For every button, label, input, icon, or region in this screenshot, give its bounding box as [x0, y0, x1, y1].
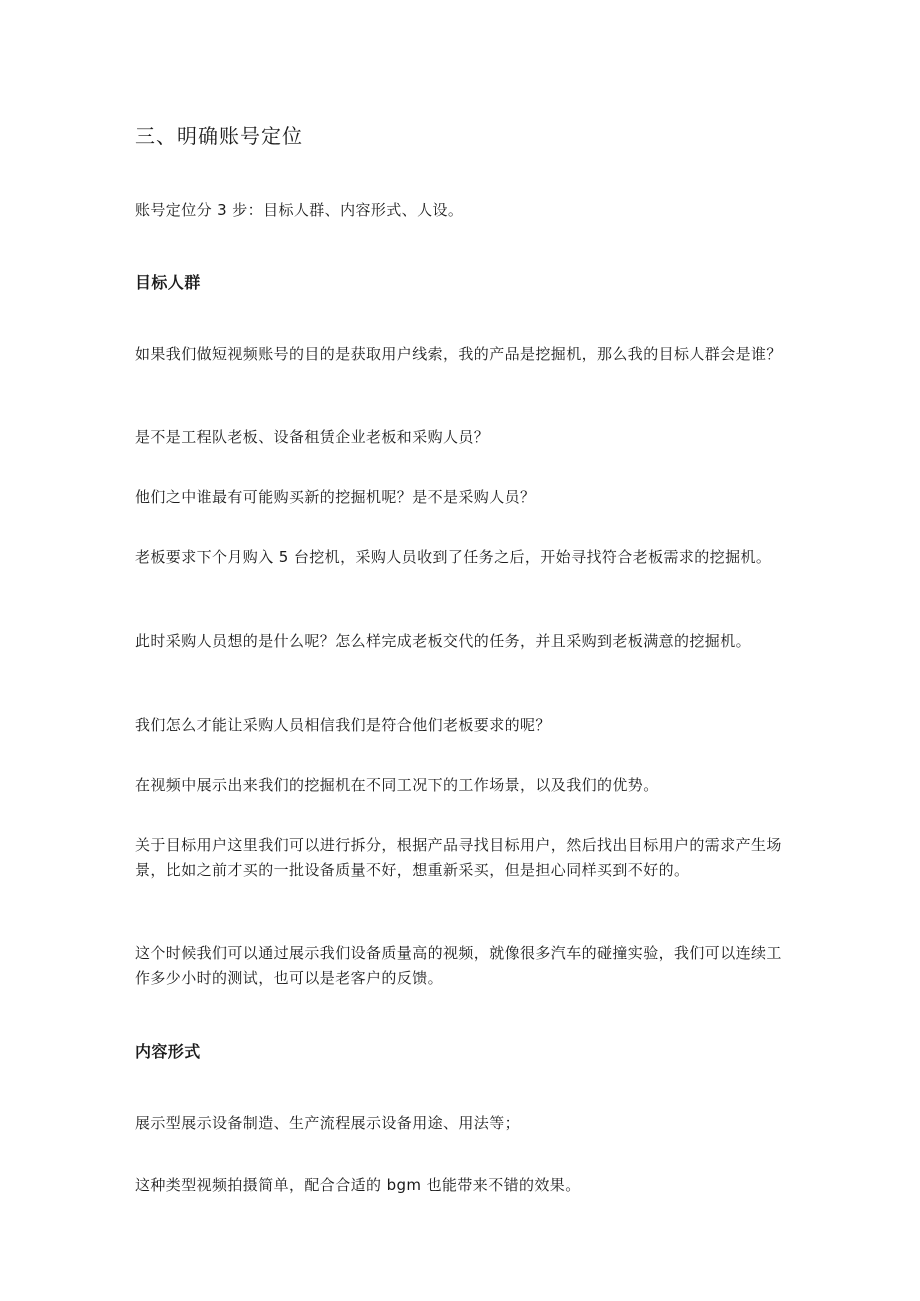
paragraph: 这个时候我们可以通过展示我们设备质量高的视频，就像很多汽车的碰撞实验，我们可以连续工作多少小时的测试，也可以是老客户的反馈。: [135, 944, 782, 987]
paragraph: 他们之中谁最有可能购买新的挖掘机呢？是不是采购人员？: [135, 488, 536, 506]
paragraph: 关于目标用户这里我们可以进行拆分，根据产品寻找目标用户，然后找出目标用户的需求产生场景，比如之前才买的一批设备质量不好，想重新采买，但是担心同样买到不好的。: [135, 836, 782, 879]
intro-paragraph: 账号定位分 3 步：目标人群、内容形式、人设。: [135, 201, 464, 219]
paragraph: 是不是工程队老板、设备租赁企业老板和采购人员？: [135, 428, 490, 446]
paragraph: 此时采购人员想的是什么呢？怎么样完成老板交代的任务，并且采购到老板满意的挖掘机。: [135, 632, 752, 650]
paragraph: 在视频中展示出来我们的挖掘机在不同工况下的工作场景，以及我们的优势。: [135, 776, 659, 794]
paragraph: 展示型展示设备制造、生产流程展示设备用途、用法等；: [135, 1114, 521, 1132]
paragraph: 这种类型视频拍摄简单，配合合适的 bgm 也能带来不错的效果。: [135, 1176, 581, 1194]
section-heading-content: 内容形式: [135, 1044, 201, 1061]
paragraph: 我们怎么才能让采购人员相信我们是符合他们老板要求的呢？: [135, 716, 551, 734]
section-heading-audience: 目标人群: [135, 275, 201, 292]
paragraph: 老板要求下个月购入 5 台挖机，采购人员收到了任务之后，开始寻找符合老板需求的挖掘机。: [135, 548, 772, 566]
page-title: 三、明确账号定位: [135, 124, 303, 148]
paragraph: 如果我们做短视频账号的目的是获取用户线索，我的产品是挖掘机，那么我的目标人群会是谁？: [135, 345, 782, 363]
